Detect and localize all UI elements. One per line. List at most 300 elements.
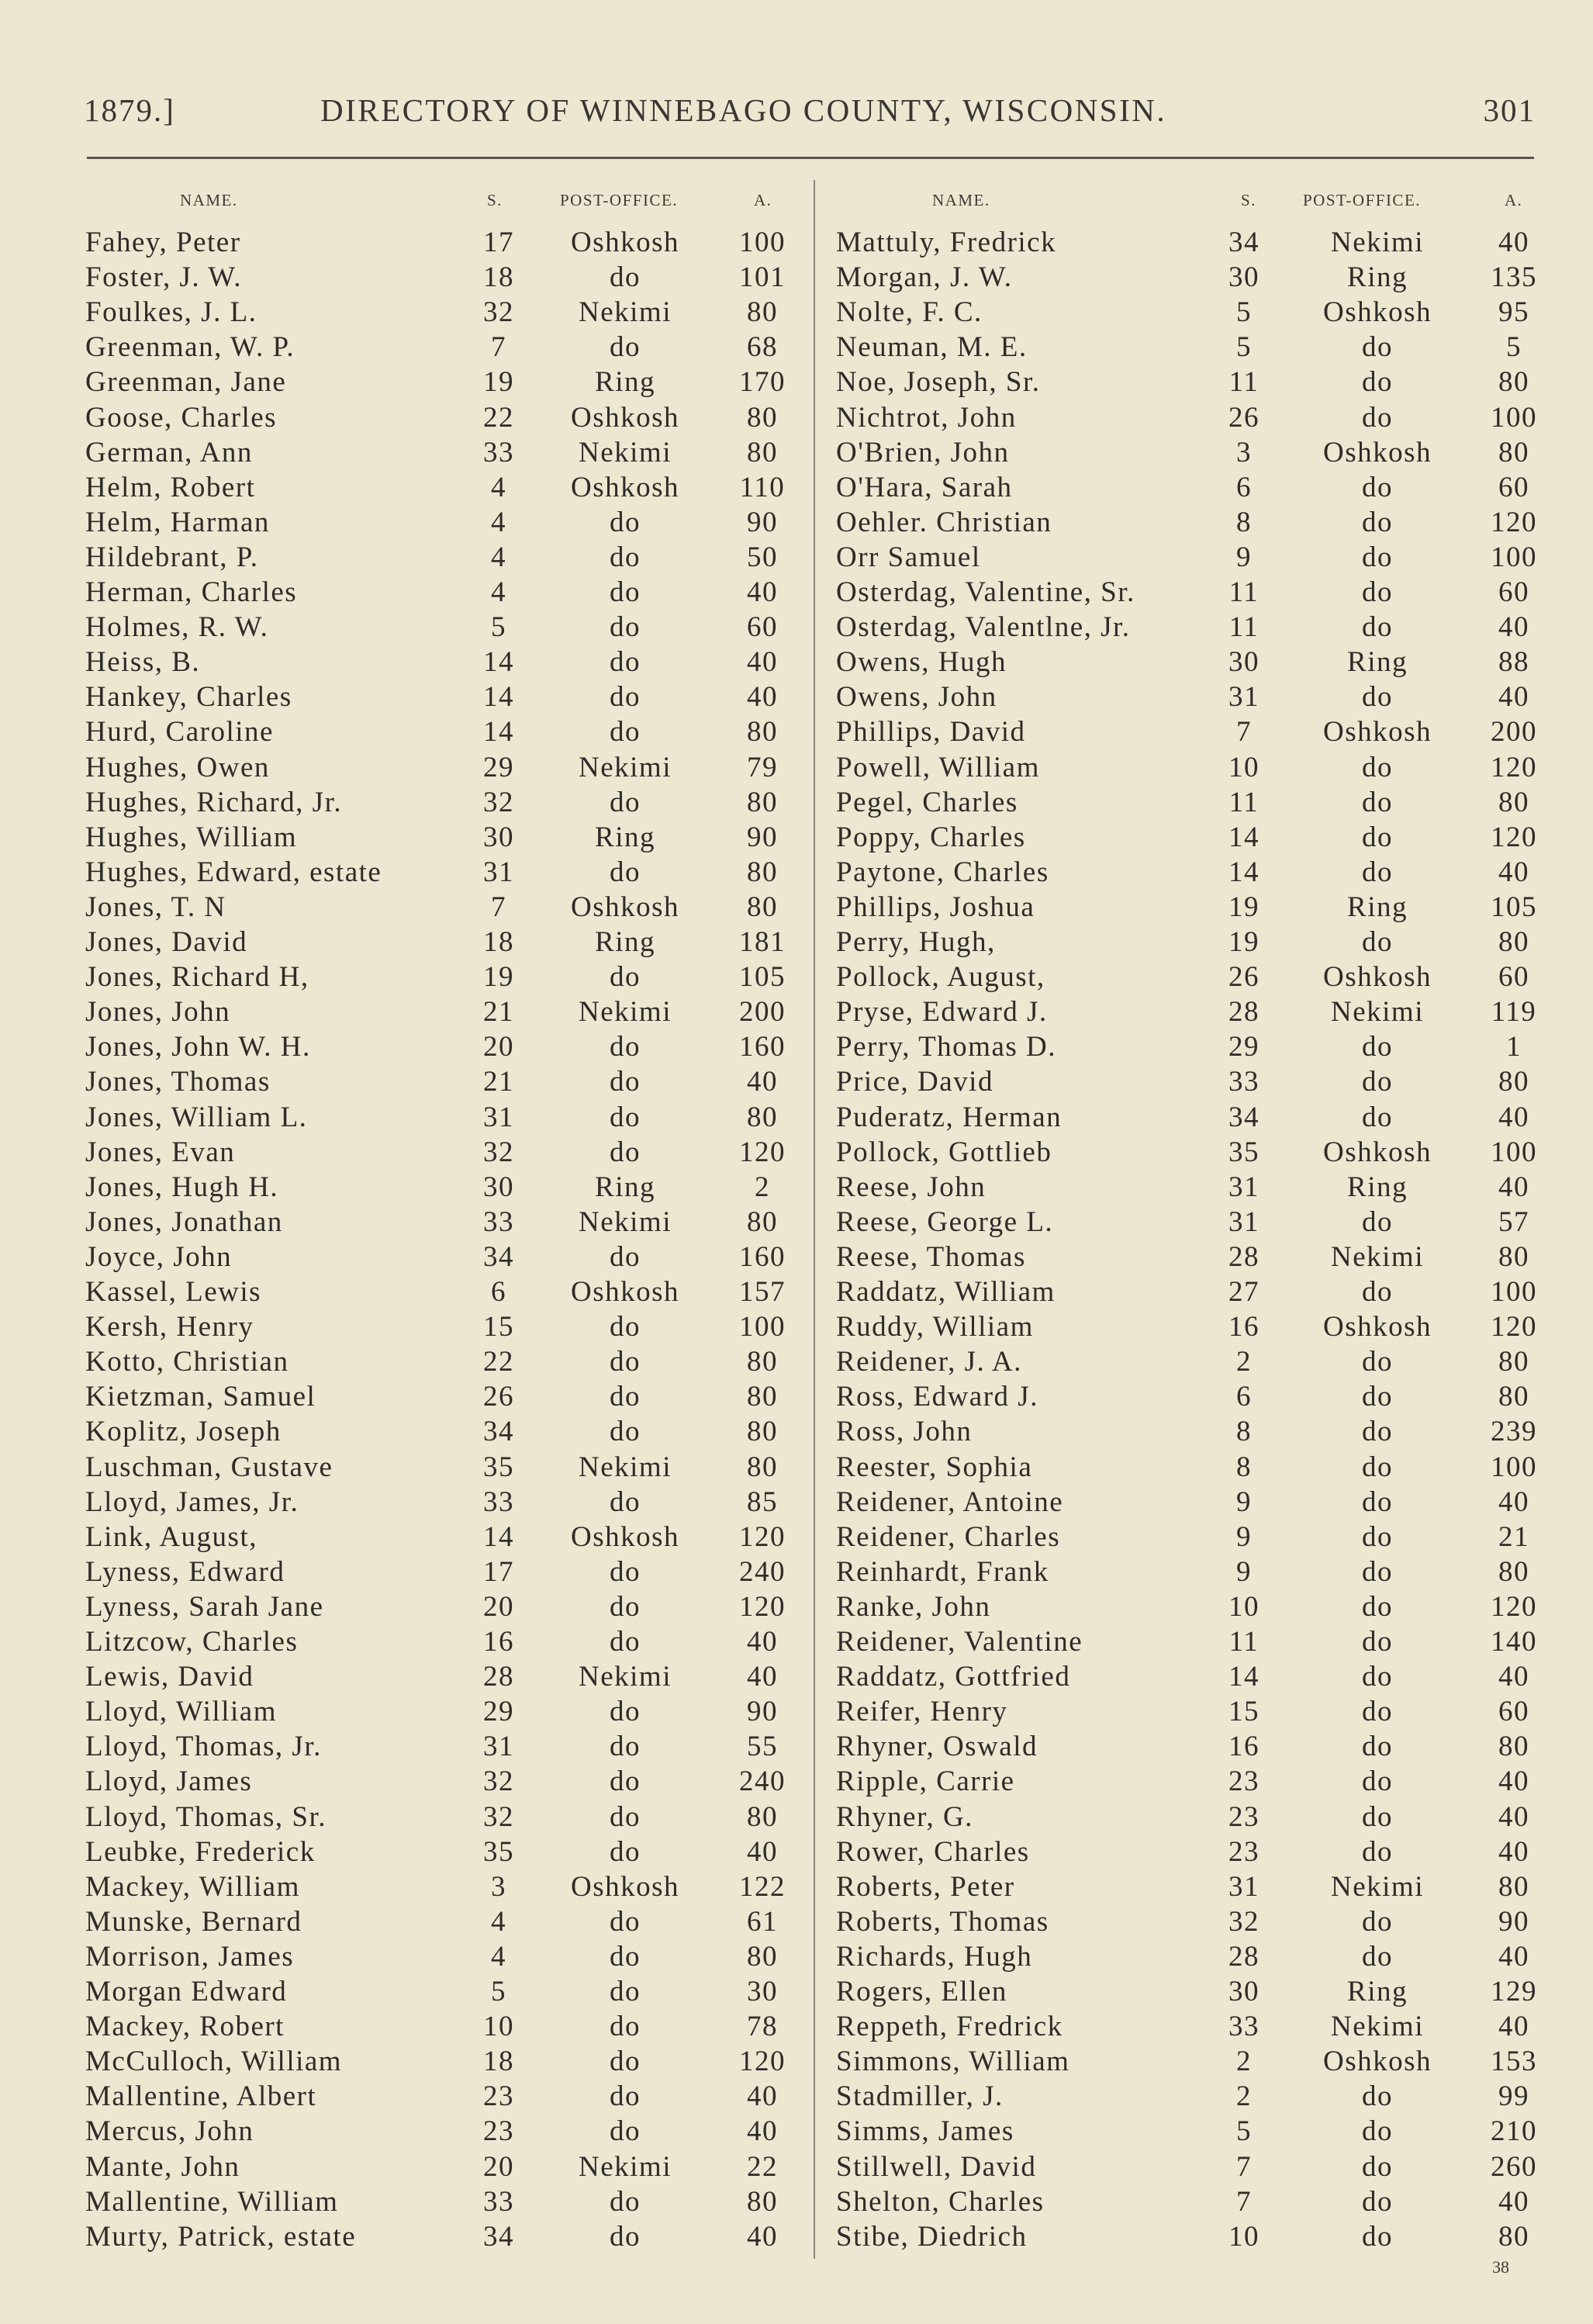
- left-entry-acres: 80: [747, 296, 778, 329]
- left-entry-acres: 40: [747, 2080, 778, 2113]
- left-entry-section: 16: [483, 1626, 514, 1658]
- left-entry-section: 35: [483, 1451, 514, 1483]
- left-entry-post-office: Oshkosh: [570, 1276, 680, 1308]
- left-entry-name: German, Ann: [85, 436, 253, 469]
- left-entry-name: McCulloch, William: [85, 2046, 343, 2078]
- right-entry-section: 7: [1236, 2150, 1252, 2183]
- left-entry-acres: 80: [747, 1101, 778, 1133]
- left-entry-post-office: Ring: [595, 1171, 655, 1203]
- left-entry-post-office: do: [610, 2011, 641, 2043]
- right-entry-section: 29: [1228, 1031, 1260, 1063]
- right-entry-post-office: Ring: [1347, 1171, 1408, 1203]
- left-entry-post-office: do: [610, 1136, 641, 1168]
- right-entry-acres: 120: [1491, 1311, 1537, 1344]
- left-entry-name: Hurd, Caroline: [85, 716, 274, 749]
- left-entry-section: 34: [483, 1416, 514, 1448]
- right-entry-name: Raddatz, William: [836, 1276, 1056, 1308]
- left-entry-post-office: do: [610, 2115, 641, 2148]
- right-entry-section: 35: [1228, 1136, 1260, 1168]
- left-entry-name: Hildebrant, P.: [85, 541, 259, 573]
- left-entry-acres: 2: [755, 1171, 770, 1203]
- left-entry-acres: 80: [747, 1451, 778, 1483]
- right-entry-name: Stibe, Diedrich: [836, 2220, 1028, 2253]
- right-entry-acres: 80: [1498, 1870, 1529, 1903]
- right-entry-post-office: do: [1362, 1416, 1393, 1448]
- right-entry-acres: 210: [1491, 2115, 1537, 2148]
- header-year: 1879.]: [84, 92, 175, 128]
- left-entry-acres: 60: [747, 611, 778, 644]
- right-entry-name: Mattuly, Fredrick: [836, 227, 1057, 258]
- right-entry-name: Reester, Sophia: [836, 1451, 1033, 1483]
- right-entry-name: Reinhardt, Frank: [836, 1555, 1049, 1588]
- right-entry-section: 30: [1228, 646, 1260, 679]
- left-entry-acres: 80: [747, 1800, 778, 1833]
- right-entry-name: Neuman, M. E.: [836, 331, 1028, 364]
- left-entry-acres: 40: [747, 681, 778, 714]
- left-entry-section: 21: [483, 996, 514, 1029]
- right-entry-section: 11: [1228, 1626, 1260, 1658]
- right-entry-section: 2: [1236, 2080, 1252, 2113]
- right-entry-name: Phillips, David: [836, 716, 1026, 749]
- right-entry-section: 9: [1236, 1485, 1252, 1518]
- left-entry-acres: 90: [747, 1696, 778, 1728]
- right-entry-name: Reese, Thomas: [836, 1240, 1026, 1273]
- left-entry-section: 22: [483, 1346, 514, 1378]
- right-entry-name: Rhyner, G.: [836, 1800, 973, 1833]
- right-entry-name: Nolte, F. C.: [836, 296, 983, 329]
- left-entry-name: Kietzman, Samuel: [85, 1381, 316, 1413]
- right-entry-name: Oehler. Christian: [836, 506, 1052, 538]
- left-entry-post-office: do: [610, 646, 641, 679]
- left-entry-section: 4: [491, 1940, 506, 1973]
- right-entry-name: Ripple, Carrie: [836, 1765, 1015, 1798]
- left-entry-name: Mercus, John: [85, 2115, 254, 2148]
- left-entry-post-office: do: [610, 1590, 641, 1623]
- left-entry-section: 20: [483, 2150, 514, 2183]
- right-entry-acres: 40: [1498, 1940, 1529, 1973]
- left-entry-post-office: do: [610, 2080, 641, 2113]
- left-entry-name: Mackey, Robert: [85, 2011, 285, 2043]
- left-entry-name: Jones, Thomas: [85, 1066, 271, 1098]
- left-entry-acres: 80: [747, 891, 778, 923]
- right-entry-section: 28: [1228, 1240, 1260, 1273]
- right-entry-acres: 40: [1498, 856, 1529, 888]
- left-entry-section: 18: [483, 261, 514, 294]
- left-entry-acres: 80: [747, 856, 778, 888]
- right-entry-section: 8: [1236, 1451, 1252, 1483]
- left-entry-acres: 181: [739, 926, 786, 958]
- right-entry-acres: 260: [1491, 2150, 1537, 2183]
- right-entry-acres: 80: [1498, 1731, 1529, 1763]
- left-entry-name: Hankey, Charles: [85, 681, 292, 714]
- left-entry-post-office: do: [610, 506, 641, 538]
- right-entry-acres: 129: [1491, 1976, 1537, 2008]
- right-entry-name: Powell, William: [836, 751, 1040, 783]
- left-entry-name: Hughes, Edward, estate: [85, 856, 382, 888]
- left-entry-acres: 40: [747, 2220, 778, 2253]
- right-entry-section: 11: [1228, 786, 1260, 818]
- left-entry-post-office: do: [610, 1311, 641, 1344]
- left-entry-section: 31: [483, 1101, 514, 1133]
- left-entry-post-office: do: [610, 1731, 641, 1763]
- left-entry-name: Kersh, Henry: [85, 1311, 254, 1344]
- left-entry-section: 5: [491, 611, 506, 644]
- right-entry-acres: 88: [1498, 646, 1529, 679]
- right-entry-post-office: do: [1362, 576, 1393, 608]
- left-entry-post-office: do: [610, 1485, 641, 1518]
- right-entry-name: Stillwell, David: [836, 2150, 1037, 2183]
- right-entry-post-office: Ring: [1347, 1976, 1408, 2008]
- right-entry-post-office: Oshkosh: [1322, 716, 1432, 749]
- right-entry-section: 16: [1228, 1731, 1260, 1763]
- left-entry-post-office: Oshkosh: [570, 227, 680, 258]
- left-col-head-post-office: POST-OFFICE.: [560, 191, 679, 209]
- right-entry-acres: 140: [1491, 1626, 1537, 1658]
- right-entry-name: Price, David: [836, 1066, 993, 1098]
- left-entry-post-office: do: [610, 2046, 641, 2078]
- left-entry-section: 31: [483, 1731, 514, 1763]
- left-entry-name: Fahey, Peter: [85, 227, 241, 258]
- left-entry-acres: 122: [739, 1870, 786, 1903]
- right-entry-acres: 120: [1491, 751, 1537, 783]
- left-entry-acres: 110: [739, 471, 786, 503]
- right-entry-name: Puderatz, Herman: [836, 1101, 1063, 1133]
- right-entry-section: 14: [1228, 856, 1260, 888]
- right-entry-section: 31: [1228, 1870, 1260, 1903]
- left-entry-post-office: do: [610, 1066, 641, 1098]
- left-entry-post-office: do: [610, 541, 641, 573]
- left-entry-acres: 80: [747, 1381, 778, 1413]
- left-entry-section: 4: [491, 1905, 506, 1938]
- right-entry-post-office: do: [1362, 1520, 1393, 1553]
- left-entry-section: 17: [483, 227, 514, 258]
- left-entry-post-office: do: [610, 331, 641, 364]
- right-entry-acres: 239: [1491, 1416, 1537, 1448]
- left-entry-name: Hughes, William: [85, 821, 298, 853]
- left-entry-acres: 79: [747, 751, 778, 783]
- left-entry-acres: 157: [739, 1276, 786, 1308]
- left-entry-acres: 160: [739, 1031, 786, 1063]
- left-entry-post-office: Nekimi: [579, 1205, 672, 1238]
- left-entry-section: 32: [483, 1136, 514, 1168]
- right-entry-section: 14: [1228, 1661, 1260, 1693]
- right-entry-section: 9: [1236, 1555, 1252, 1588]
- left-entry-acres: 100: [739, 1311, 786, 1344]
- left-entry-section: 34: [483, 2220, 514, 2253]
- right-entry-acres: 100: [1491, 1136, 1537, 1168]
- left-entry-name: Mallentine, Albert: [85, 2080, 317, 2113]
- right-entry-post-office: do: [1362, 1066, 1393, 1098]
- left-entry-name: Hughes, Owen: [85, 751, 270, 783]
- right-entry-name: Raddatz, Gottfried: [836, 1661, 1071, 1693]
- right-entry-name: Perry, Thomas D.: [836, 1031, 1056, 1063]
- left-entry-name: Joyce, John: [85, 1240, 233, 1273]
- right-entry-acres: 40: [1498, 611, 1529, 644]
- right-entry-post-office: do: [1362, 1031, 1393, 1063]
- right-entry-acres: 80: [1498, 1240, 1529, 1273]
- right-col-head-acres: A.: [1505, 191, 1523, 209]
- right-entry-acres: 60: [1498, 471, 1529, 503]
- left-entry-section: 18: [483, 926, 514, 958]
- right-entry-section: 6: [1236, 1381, 1252, 1413]
- left-entry-post-office: do: [610, 1905, 641, 1938]
- right-entry-post-office: Oshkosh: [1322, 436, 1432, 469]
- left-entry-section: 10: [483, 2011, 514, 2043]
- left-entry-section: 15: [483, 1311, 514, 1344]
- right-entry-post-office: do: [1362, 1101, 1393, 1133]
- right-entry-name: Pryse, Edward J.: [836, 996, 1048, 1029]
- left-entry-acres: 80: [747, 716, 778, 749]
- right-entry-post-office: do: [1362, 2115, 1393, 2148]
- right-entry-post-office: Ring: [1347, 261, 1408, 294]
- left-entry-post-office: Oshkosh: [570, 891, 680, 923]
- left-entry-name: Murty, Patrick, estate: [85, 2220, 357, 2253]
- left-entry-acres: 240: [739, 1765, 786, 1798]
- left-entry-post-office: Nekimi: [579, 436, 672, 469]
- right-entry-acres: 120: [1491, 1590, 1537, 1623]
- left-entry-name: Goose, Charles: [85, 401, 278, 434]
- left-entry-post-office: do: [610, 1835, 641, 1868]
- right-entry-name: Morgan, J. W.: [836, 261, 1013, 294]
- left-entry-name: Lloyd, William: [85, 1696, 277, 1728]
- right-entry-section: 2: [1236, 2046, 1252, 2078]
- left-entry-name: Hughes, Richard, Jr.: [85, 786, 343, 818]
- right-entry-post-office: do: [1362, 1555, 1393, 1588]
- left-entry-section: 20: [483, 1590, 514, 1623]
- page-number: 301: [1483, 92, 1536, 128]
- right-entry-section: 31: [1228, 1171, 1260, 1203]
- left-entry-post-office: Nekimi: [579, 296, 672, 329]
- left-entry-name: Jones, T. N: [85, 891, 226, 923]
- right-entry-section: 23: [1228, 1835, 1260, 1868]
- left-entry-section: 35: [483, 1835, 514, 1868]
- left-entry-section: 4: [491, 576, 506, 608]
- right-entry-acres: 21: [1498, 1520, 1529, 1553]
- right-entry-section: 28: [1228, 996, 1260, 1029]
- left-entry-name: Lewis, David: [85, 1661, 254, 1693]
- left-entry-post-office: do: [610, 786, 641, 818]
- right-entry-name: Noe, Joseph, Sr.: [836, 366, 1041, 399]
- right-entry-name: Reidener, Antoine: [836, 1485, 1064, 1518]
- right-entry-name: Pollock, Gottlieb: [836, 1136, 1052, 1168]
- left-entry-section: 19: [483, 366, 514, 399]
- right-entry-section: 11: [1228, 576, 1260, 608]
- right-entry-post-office: do: [1362, 471, 1393, 503]
- right-entry-acres: 95: [1498, 296, 1529, 329]
- left-entry-section: 21: [483, 1066, 514, 1098]
- right-entry-acres: 80: [1498, 786, 1529, 818]
- right-entry-name: Reidener, Charles: [836, 1520, 1061, 1553]
- right-entry-name: Roberts, Thomas: [836, 1905, 1049, 1938]
- left-entry-post-office: do: [610, 1555, 641, 1588]
- right-entry-acres: 80: [1498, 366, 1529, 399]
- right-entry-post-office: do: [1362, 1800, 1393, 1833]
- right-entry-acres: 100: [1491, 541, 1537, 573]
- left-entry-post-office: Nekimi: [579, 1661, 672, 1693]
- right-entry-post-office: Ring: [1347, 646, 1408, 679]
- right-entry-name: Pollock, August,: [836, 961, 1045, 994]
- right-col-head-post-office: POST-OFFICE.: [1303, 191, 1422, 209]
- left-entry-post-office: Oshkosh: [570, 401, 680, 434]
- right-entry-name: Perry, Hugh,: [836, 926, 996, 958]
- left-entry-name: Kotto, Christian: [85, 1346, 289, 1378]
- left-entry-post-office: do: [610, 1696, 641, 1728]
- right-entry-acres: 80: [1498, 2220, 1529, 2253]
- right-entry-name: Reidener, Valentine: [836, 1626, 1083, 1658]
- left-entry-section: 5: [491, 1976, 506, 2008]
- right-entry-section: 23: [1228, 1765, 1260, 1798]
- right-entry-name: Ruddy, William: [836, 1311, 1034, 1344]
- left-entry-name: Jones, William L.: [85, 1101, 308, 1133]
- left-entry-acres: 80: [747, 401, 778, 434]
- left-entry-acres: 80: [747, 436, 778, 469]
- right-entry-acres: 119: [1491, 996, 1537, 1029]
- left-entry-section: 32: [483, 296, 514, 329]
- left-entry-acres: 68: [747, 331, 778, 364]
- right-entry-post-office: do: [1362, 681, 1393, 714]
- right-entry-acres: 40: [1498, 1835, 1529, 1868]
- left-entry-name: Jones, Richard H,: [85, 961, 309, 994]
- right-entry-name: Poppy, Charles: [836, 821, 1026, 853]
- left-entry-section: 23: [483, 2115, 514, 2148]
- right-entry-name: Richards, Hugh: [836, 1940, 1033, 1973]
- left-entry-name: Leubke, Frederick: [85, 1835, 316, 1868]
- left-entry-name: Lloyd, James: [85, 1765, 253, 1798]
- left-entry-post-office: do: [610, 856, 641, 888]
- left-entry-acres: 120: [739, 1136, 786, 1168]
- right-entry-acres: 40: [1498, 2011, 1529, 2043]
- right-entry-section: 10: [1228, 2220, 1260, 2253]
- left-entry-post-office: Oshkosh: [570, 471, 680, 503]
- left-entry-section: 19: [483, 961, 514, 994]
- right-entry-acres: 80: [1498, 926, 1529, 958]
- right-entry-acres: 40: [1498, 2185, 1529, 2218]
- right-entry-section: 31: [1228, 1205, 1260, 1238]
- left-entry-acres: 85: [747, 1485, 778, 1518]
- right-entry-post-office: do: [1362, 331, 1393, 364]
- left-entry-post-office: do: [610, 576, 641, 608]
- right-entry-post-office: do: [1362, 786, 1393, 818]
- left-entry-acres: 80: [747, 1346, 778, 1378]
- left-entry-name: Jones, Hugh H.: [85, 1171, 279, 1203]
- left-entry-post-office: do: [610, 1346, 641, 1378]
- left-entry-section: 30: [483, 821, 514, 853]
- left-entry-name: Lloyd, James, Jr.: [85, 1485, 299, 1518]
- left-entry-post-office: do: [610, 1626, 641, 1658]
- left-col-head-acres: A.: [754, 191, 772, 209]
- left-col-head-section: S.: [487, 191, 503, 209]
- left-entry-acres: 40: [747, 1661, 778, 1693]
- right-entry-name: Ranke, John: [836, 1590, 991, 1623]
- right-entry-acres: 120: [1491, 821, 1537, 853]
- left-entry-section: 6: [491, 1276, 506, 1308]
- left-entry-post-office: do: [610, 716, 641, 749]
- right-col-head-section: S.: [1241, 191, 1256, 209]
- right-entry-name: Phillips, Joshua: [836, 891, 1035, 923]
- left-entry-name: Lloyd, Thomas, Jr.: [85, 1731, 322, 1763]
- right-entry-post-office: do: [1362, 1696, 1393, 1728]
- right-entry-section: 23: [1228, 1800, 1260, 1833]
- left-entry-name: Luschman, Gustave: [85, 1451, 333, 1483]
- left-entry-post-office: do: [610, 1976, 641, 2008]
- right-entry-post-office: do: [1362, 1905, 1393, 1938]
- left-entry-section: 14: [483, 1520, 514, 1553]
- left-entry-name: Mante, John: [85, 2150, 240, 2183]
- left-entry-section: 28: [483, 1661, 514, 1693]
- right-entry-post-office: Oshkosh: [1322, 296, 1432, 329]
- left-entry-name: Lyness, Edward: [85, 1555, 285, 1588]
- right-entry-acres: 60: [1498, 1696, 1529, 1728]
- right-entry-post-office: do: [1362, 1835, 1393, 1868]
- right-entry-post-office: do: [1362, 1731, 1393, 1763]
- right-entry-name: Owens, Hugh: [836, 646, 1007, 679]
- right-entry-post-office: do: [1362, 1626, 1393, 1658]
- right-entry-acres: 90: [1498, 1905, 1529, 1938]
- right-entry-section: 7: [1236, 716, 1252, 749]
- left-entry-acres: 100: [739, 227, 786, 258]
- left-entry-section: 29: [483, 751, 514, 783]
- right-entry-post-office: do: [1362, 1765, 1393, 1798]
- left-entry-name: Lyness, Sarah Jane: [85, 1590, 324, 1623]
- right-entry-acres: 1: [1506, 1031, 1522, 1063]
- right-entry-section: 10: [1228, 1590, 1260, 1623]
- right-entry-section: 14: [1228, 821, 1260, 853]
- right-entry-post-office: do: [1362, 2185, 1393, 2218]
- left-entry-name: Heiss, B.: [85, 646, 201, 679]
- right-entry-post-office: do: [1362, 541, 1393, 573]
- left-entry-post-office: do: [610, 1240, 641, 1273]
- left-entry-name: Munske, Bernard: [85, 1905, 302, 1938]
- right-entry-acres: 100: [1491, 401, 1537, 434]
- right-entry-name: O'Hara, Sarah: [836, 471, 1013, 503]
- right-entry-section: 19: [1228, 926, 1260, 958]
- left-entry-acres: 22: [747, 2150, 778, 2183]
- right-entry-acres: 40: [1498, 227, 1529, 258]
- left-entry-section: 30: [483, 1171, 514, 1203]
- left-entry-name: Jones, Jonathan: [85, 1205, 283, 1238]
- right-entry-section: 11: [1228, 366, 1260, 399]
- right-entry-section: 10: [1228, 751, 1260, 783]
- right-entry-acres: 200: [1491, 716, 1537, 749]
- right-entry-acres: 135: [1491, 261, 1537, 294]
- left-entry-section: 26: [483, 1381, 514, 1413]
- right-entry-section: 19: [1228, 891, 1260, 923]
- right-entry-post-office: do: [1362, 1276, 1393, 1308]
- right-entry-name: Reifer, Henry: [836, 1696, 1008, 1728]
- left-entry-section: 33: [483, 1205, 514, 1238]
- right-entry-section: 9: [1236, 1520, 1252, 1553]
- left-entry-section: 3: [491, 1870, 506, 1903]
- right-entry-name: Stadmiller, J.: [836, 2080, 1004, 2113]
- left-entry-section: 18: [483, 2046, 514, 2078]
- right-entry-post-office: do: [1362, 366, 1393, 399]
- right-entry-post-office: do: [1362, 506, 1393, 538]
- right-entry-section: 30: [1228, 261, 1260, 294]
- page-header: [84, 92, 1543, 138]
- left-entry-section: 33: [483, 1485, 514, 1518]
- right-entry-acres: 40: [1498, 1800, 1529, 1833]
- left-entry-name: Helm, Robert: [85, 471, 256, 503]
- right-entry-acres: 40: [1498, 1661, 1529, 1693]
- right-entry-post-office: Oshkosh: [1322, 2046, 1432, 2078]
- left-entry-acres: 160: [739, 1240, 786, 1273]
- left-entry-post-office: Ring: [595, 926, 655, 958]
- left-entry-name: Herman, Charles: [85, 576, 298, 608]
- left-entry-post-office: do: [610, 1800, 641, 1833]
- left-entry-acres: 200: [739, 996, 786, 1029]
- right-entry-name: Owens, John: [836, 681, 997, 714]
- right-entry-post-office: Oshkosh: [1322, 961, 1432, 994]
